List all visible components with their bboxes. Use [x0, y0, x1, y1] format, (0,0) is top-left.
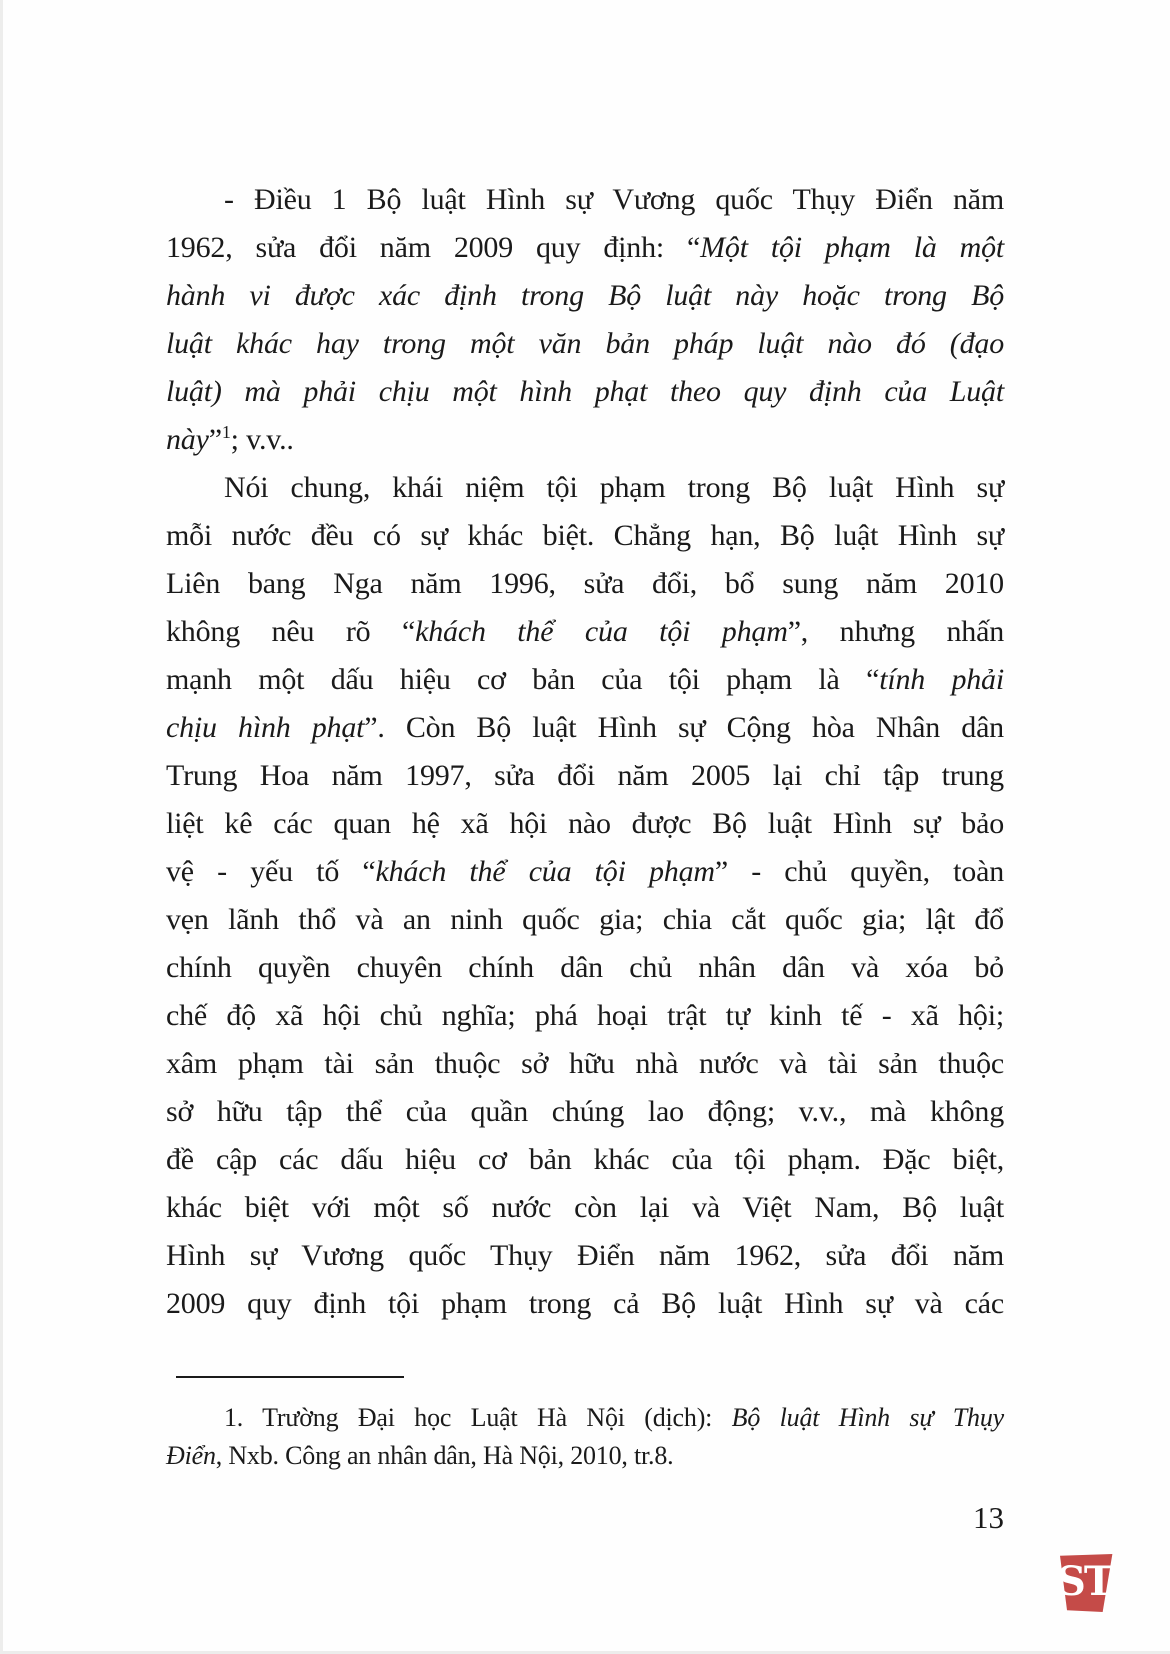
text-line: [166, 416, 1004, 464]
text-run: Liên bang Nga năm 1996, sửa đổi, bổ sung năm 2010: [166, 567, 1004, 600]
text-run: Điển: [166, 1441, 216, 1470]
text-run: liệt kê các quan hệ xã hội nào được Bộ luật Hình sự bảo: [166, 807, 1004, 840]
text-line: [166, 464, 1004, 512]
text-line: [166, 704, 1004, 752]
body-text-block: [166, 176, 1004, 1328]
text-line: [166, 176, 1004, 224]
text-line: [166, 608, 1004, 656]
text-line: [166, 224, 1004, 272]
text-line: [166, 1437, 1004, 1475]
text-run: này: [166, 423, 209, 456]
text-run: Hình sự Vương quốc Thụy Điển năm 1962, sửa đổi năm: [166, 1239, 1004, 1272]
text-run: vẹn lãnh thổ và an ninh quốc gia; chia cắt quốc gia; lật đổ: [166, 903, 1004, 936]
text-run: chế độ xã hội chủ nghĩa; phá hoại trật tự kinh tế - xã hội;: [166, 999, 1004, 1032]
text-run: hành vi được xác định trong Bộ luật này hoặc trong Bộ: [166, 279, 1004, 312]
paragraph: [166, 464, 1004, 1328]
publisher-logo: [1057, 1554, 1114, 1612]
text-line: [166, 272, 1004, 320]
text-run: vệ - yếu tố “: [166, 855, 376, 888]
text-line: [166, 656, 1004, 704]
text-run: Một tội phạm là một: [700, 231, 1005, 264]
text-run: khác biệt với một số nước còn lại và Việt Nam, Bộ luật: [166, 1191, 1004, 1224]
text-line: [166, 752, 1004, 800]
publisher-logo-text: ST: [1057, 1558, 1112, 1605]
text-run: chính quyền chuyên chính dân chủ nhân dân và xóa bỏ: [166, 951, 1004, 984]
text-run: khách thể của tội phạm: [375, 855, 715, 888]
text-line: [166, 1232, 1004, 1280]
text-run: ”: [208, 423, 222, 456]
text-run: Trung Hoa năm 1997, sửa đổi năm 2005 lại chỉ tập trung: [166, 759, 1004, 792]
text-run: tính phải: [879, 663, 1004, 696]
text-line: [166, 848, 1004, 896]
text-run: , Nxb. Công an nhân dân, Hà Nội, 2010, tr.8.: [215, 1441, 674, 1470]
text-line: [166, 992, 1004, 1040]
text-run: ”. Còn Bộ luật Hình sự Cộng hòa Nhân dân: [364, 711, 1004, 744]
text-run: Bộ luật Hình sự Thụy: [731, 1403, 1004, 1432]
text-line: [166, 1184, 1004, 1232]
text-line: [166, 560, 1004, 608]
text-line: [166, 1280, 1004, 1328]
text-run: 2009 quy định tội phạm trong cả Bộ luật Hình sự và các: [166, 1287, 1004, 1320]
text-run: xâm phạm tài sản thuộc sở hữu nhà nước và tài sản thuộc: [166, 1047, 1004, 1080]
text-run: đề cập các dấu hiệu cơ bản khác của tội phạm. Đặc biệt,: [166, 1143, 1004, 1176]
text-run: không nêu rõ “: [166, 615, 416, 648]
text-run: mỗi nước đều có sự khác biệt. Chẳng hạn, Bộ luật Hình sự: [166, 519, 1004, 552]
text-line: [166, 800, 1004, 848]
text-run: luật khác hay trong một văn bản pháp luật nào đó (đạo: [166, 327, 1004, 360]
text-run: sở hữu tập thể của quần chúng lao động; v.v., mà không: [166, 1095, 1004, 1128]
text-line: [166, 944, 1004, 992]
text-run: ; v.v..: [230, 423, 294, 456]
text-run: Nói chung, khái niệm tội phạm trong Bộ luật Hình sự: [224, 471, 1004, 504]
footnote-ref-1: 1: [221, 422, 231, 442]
text-line: [166, 1088, 1004, 1136]
text-line: [166, 896, 1004, 944]
text-run: ”, nhưng nhấn: [787, 615, 1004, 648]
text-run: ” - chủ quyền, toàn: [714, 855, 1004, 888]
text-line: [166, 320, 1004, 368]
text-run: mạnh một dấu hiệu cơ bản của tội phạm là “: [166, 663, 880, 696]
text-run: - Điều 1 Bộ luật Hình sự Vương quốc Thụy Điển năm: [224, 183, 1004, 216]
page-number: 13: [973, 1500, 1004, 1535]
footnote: [166, 1399, 1004, 1475]
text-line: [166, 1040, 1004, 1088]
text-line: [166, 512, 1004, 560]
text-run: luật) mà phải chịu một hình phạt theo quy định của Luật: [166, 375, 1004, 408]
paragraph: [166, 176, 1004, 464]
footnote-separator: [176, 1376, 404, 1378]
text-run: khách thể của tội phạm: [415, 615, 788, 648]
text-run: chịu hình phạt: [166, 711, 365, 744]
text-run: 1962, sửa đổi năm 2009 quy định: “: [166, 231, 701, 264]
text-line: [166, 368, 1004, 416]
text-run: 1. Trường Đại học Luật Hà Nội (dịch):: [224, 1403, 732, 1432]
text-line: [166, 1136, 1004, 1184]
text-line: [166, 1399, 1004, 1437]
